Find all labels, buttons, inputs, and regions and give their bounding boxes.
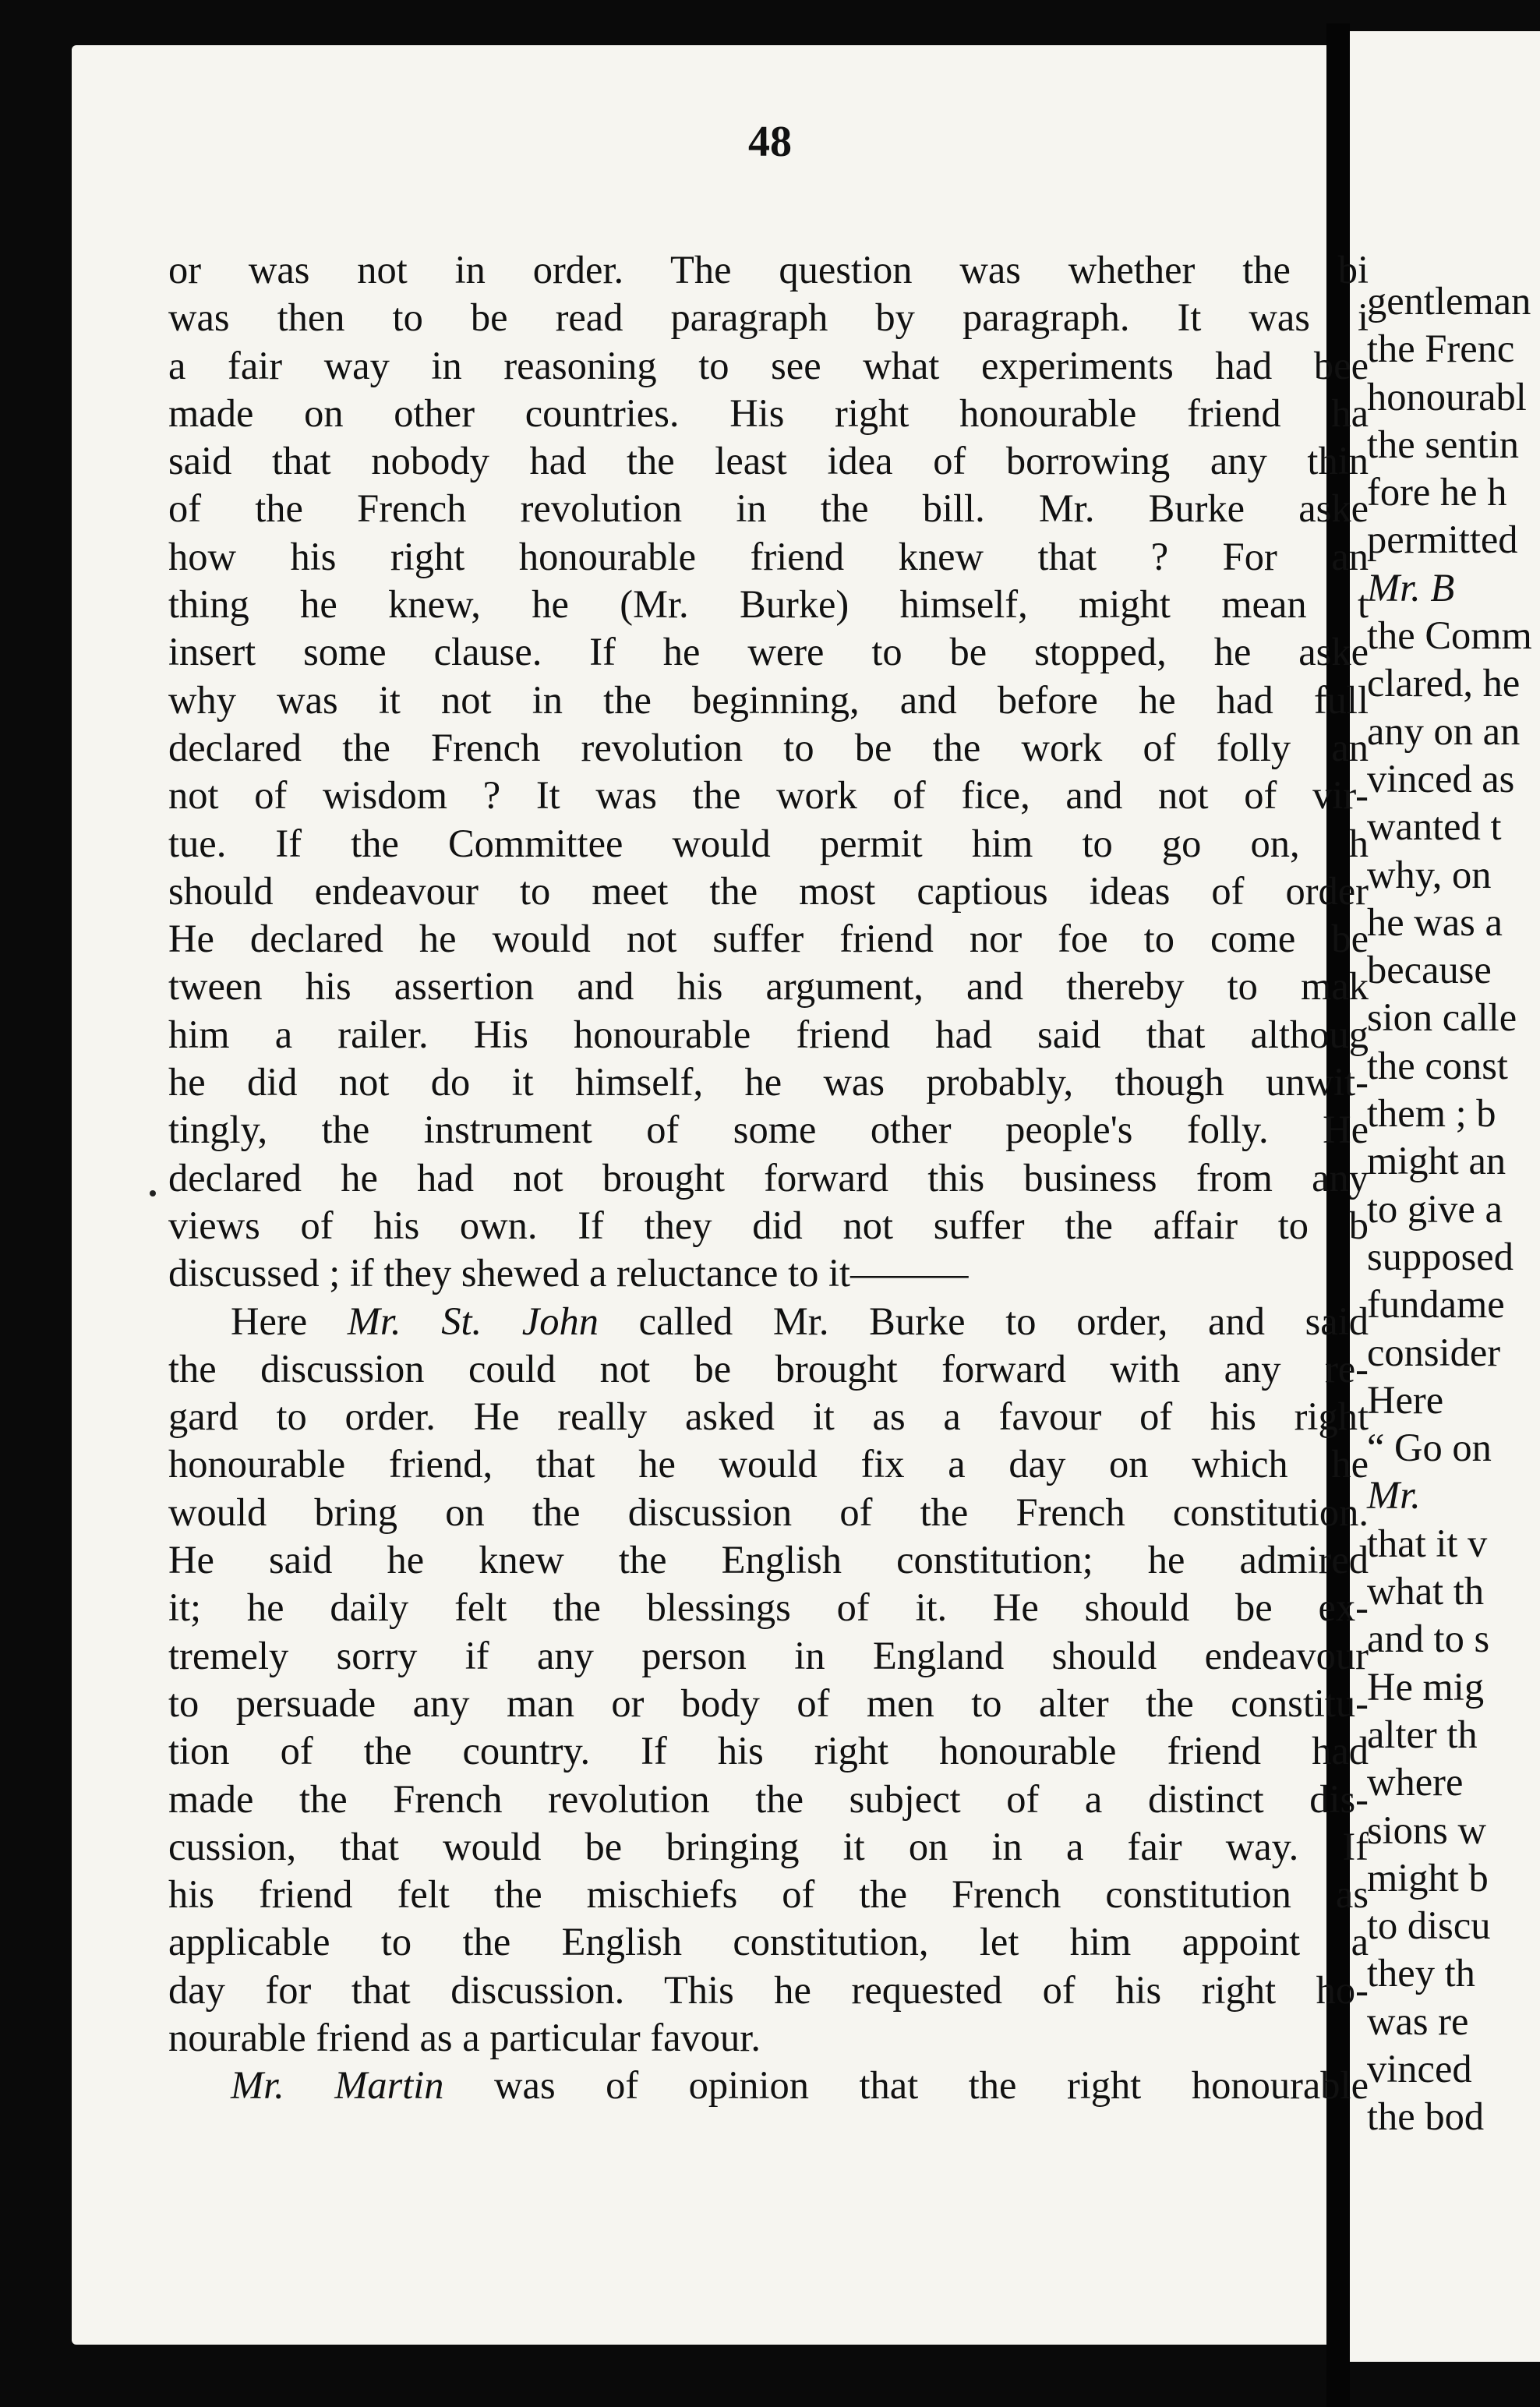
right-text-line: Mr. B [1367, 565, 1455, 610]
right-text-line: to give a [1367, 1186, 1503, 1231]
right-text-line: that it v [1367, 1521, 1488, 1565]
text-line: of the French revolution in the bill. Mr. Burke aske [168, 486, 1369, 531]
right-text-line: where [1367, 1760, 1464, 1804]
text-line: why was it not in the beginning, and before he had full [168, 677, 1369, 722]
text-line: his friend felt the mischiefs of the French constitution as [168, 1872, 1369, 1917]
right-text-line: sion calle [1367, 995, 1517, 1040]
right-page [1350, 31, 1540, 2362]
right-text-line: alter th [1367, 1712, 1478, 1756]
right-text-line: was re [1367, 1999, 1469, 2043]
text-line: cussion, that would be bringing it on in a fair way. If [168, 1824, 1369, 1868]
right-text-line: they th [1367, 1951, 1475, 1995]
text-line: made the French revolution the subject of a distinct dis- [168, 1776, 1369, 1821]
right-text-line: them ; b [1367, 1091, 1496, 1136]
text-line: he did not do it himself, he was probably, though unwit- [168, 1060, 1369, 1105]
right-text-line: Here [1367, 1377, 1444, 1422]
text-line: tion of the country. If his right honourable friend had [168, 1729, 1369, 1773]
right-text-line: wanted t [1367, 804, 1502, 849]
text-line: would bring on the discussion of the French constitution. [168, 1490, 1369, 1534]
text-line: applicable to the English constitution, let him appoint a [168, 1920, 1369, 1964]
right-text-line: fore he h [1367, 470, 1507, 514]
text-line: declared he had not brought forward this business from any [168, 1155, 1369, 1200]
right-text-line: permitted [1367, 518, 1518, 562]
text-line: honourable friend, that he would fix a day on which he [168, 1442, 1369, 1486]
text-line: him a railer. His honourable friend had said that althoug [168, 1012, 1369, 1056]
text-line: to persuade any man or body of men to alter the constitu- [168, 1681, 1369, 1725]
text-line: He said he knew the English constitution; he admired [168, 1538, 1369, 1582]
right-text-line: what th [1367, 1569, 1485, 1614]
right-text-line: vinced [1367, 2046, 1472, 2091]
right-text-line: gentleman [1367, 279, 1531, 323]
right-text-line: the Frenc [1367, 327, 1515, 371]
text-line: should endeavour to meet the most captious ideas of order [168, 868, 1369, 913]
right-text-line: clared, he [1367, 661, 1521, 705]
right-text-line: why, on [1367, 852, 1492, 896]
text-line: insert some clause. If he were to be stopped, he aske [168, 630, 1369, 674]
text-line: thing he knew, he (Mr. Burke) himself, might mean t [168, 582, 1369, 627]
text-line: gard to order. He really asked it as a favour of his right [168, 1394, 1369, 1439]
text-line: how his right honourable friend knew that ? For an [168, 534, 1369, 578]
text-line: nourable friend as a particular favour. [168, 2015, 761, 2059]
right-text-line: sions w [1367, 1808, 1486, 1852]
right-text-line: honourabl [1367, 374, 1527, 419]
text-line: was then to be read paragraph by paragraph. It was i [168, 295, 1369, 340]
margin-mark [150, 1190, 156, 1196]
right-text-line: fundame [1367, 1282, 1505, 1327]
right-text-line: might an [1367, 1139, 1506, 1183]
text-line: declared the French revolution to be the work of folly an [168, 725, 1369, 769]
right-text-line: any on an [1367, 709, 1521, 753]
text-line: tremely sorry if any person in England should endeavour [168, 1633, 1369, 1677]
right-text-line: he was a [1367, 900, 1503, 944]
text-line: tween his assertion and his argument, and thereby to mak [168, 964, 1369, 1009]
text-line: it; he daily felt the blessings of it. He should be ex- [168, 1585, 1369, 1630]
right-page-text [1367, 277, 1532, 2141]
text-line: Mr. Martin was of opinion that the right honourable [231, 2063, 1369, 2108]
right-text-line: the const [1367, 1043, 1508, 1087]
right-text-line: because [1367, 948, 1492, 992]
text-line: day for that discussion. This he requested of his right ho- [168, 1967, 1369, 2012]
body-text [168, 246, 1369, 2110]
right-text-line: “ Go on [1367, 1426, 1492, 1470]
text-line: views of his own. If they did not suffer the affair to b [168, 1203, 1369, 1247]
right-text-line: the bod [1367, 2094, 1485, 2139]
right-text-line: Mr. [1367, 1473, 1421, 1518]
right-text-line: supposed [1367, 1234, 1514, 1278]
right-text-line: might b [1367, 1855, 1489, 1900]
text-line: said that nobody had the least idea of borrowing any thin [168, 439, 1369, 483]
right-text-line: the sentin [1367, 422, 1519, 466]
right-text-line: the Comm [1367, 613, 1532, 658]
text-line: tue. If the Committee would permit him to go on, h [168, 821, 1369, 865]
text-line: a fair way in reasoning to see what experiments had bee [168, 343, 1369, 387]
right-text-line: and to s [1367, 1617, 1490, 1661]
right-text-line: to discu [1367, 1903, 1491, 1948]
text-line: made on other countries. His right honourable friend ha [168, 391, 1369, 435]
text-line: not of wisdom ? It was the work of fice, and not of vir- [168, 773, 1369, 818]
text-line: Here Mr. St. John called Mr. Burke to order, and said [231, 1299, 1369, 1343]
right-text-line: vinced as [1367, 756, 1515, 801]
text-line: tingly, the instrument of some other people's folly. He [168, 1108, 1369, 1152]
text-line: He declared he would not suffer friend nor foe to come be [168, 917, 1369, 961]
right-text-line: He mig [1367, 1664, 1485, 1709]
text-line: discussed ; if they shewed a reluctance to it——— [168, 1251, 969, 1295]
page-number: 48 [748, 118, 792, 166]
text-line: the discussion could not be brought forward with any re- [168, 1346, 1369, 1391]
right-text-line: consider [1367, 1330, 1501, 1374]
text-line: or was not in order. The question was whether the bi [168, 248, 1369, 292]
